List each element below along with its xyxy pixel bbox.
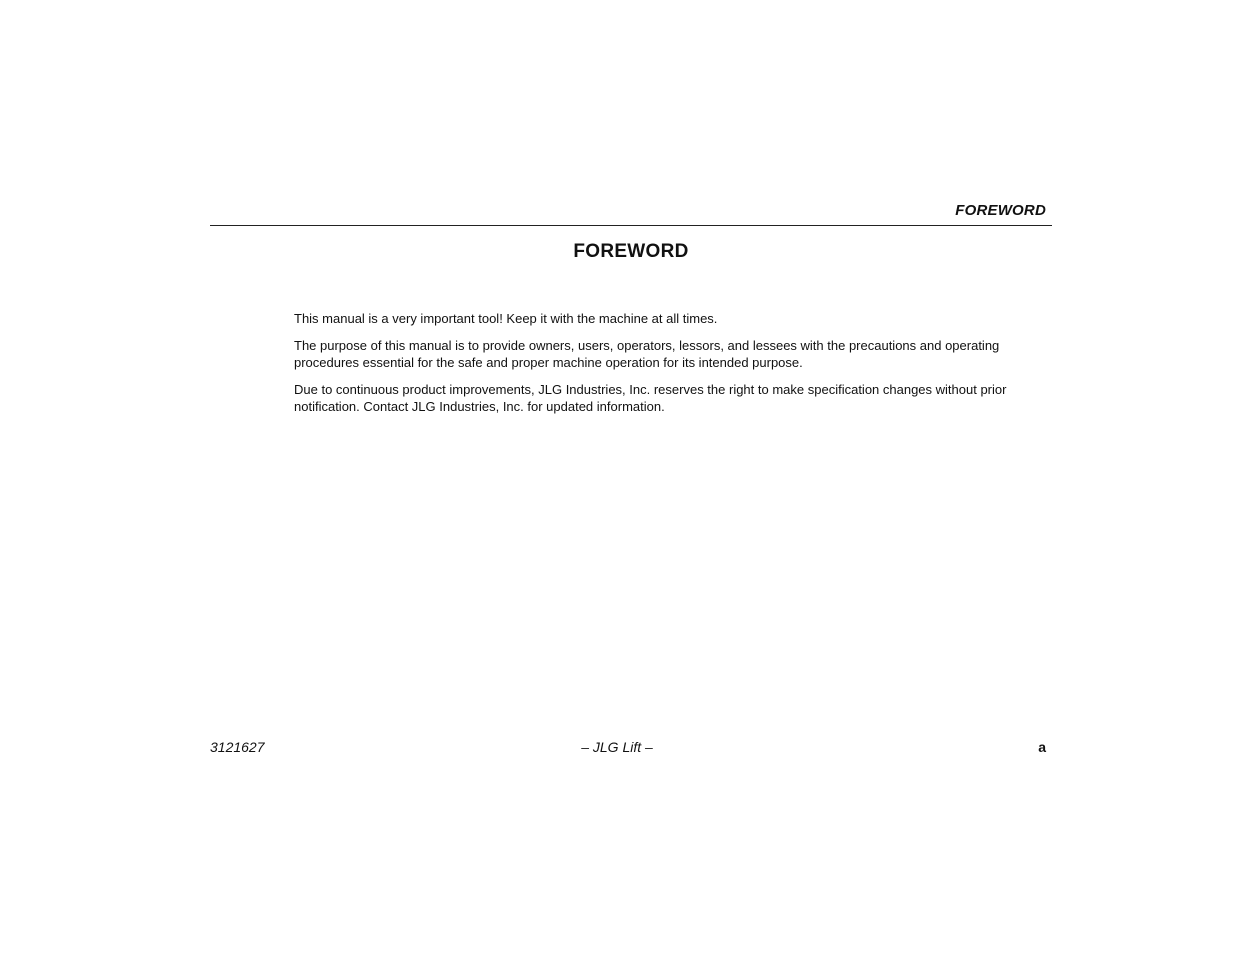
body-text xyxy=(294,310,1014,425)
paragraph-improvements: Due to continuous product improvements, JLG Industries, Inc. reserves the right to make specification changes without prior notification. Contact JLG Industries, Inc. for updated information. xyxy=(294,381,1007,414)
page-title: FOREWORD xyxy=(573,241,689,262)
footer-page-label: a xyxy=(1038,739,1046,755)
paragraph-purpose: The purpose of this manual is to provide owners, users, operators, lessors, and lessees with the precautions and operating procedures essential for the safe and proper machine operation for its intended purpose. xyxy=(294,337,1000,370)
footer-doc-number: 3121627 xyxy=(210,739,265,755)
header-divider xyxy=(210,225,1052,226)
running-header-title: FOREWORD xyxy=(955,202,1046,219)
footer-center-text: – JLG Lift – xyxy=(581,739,653,755)
paragraph-important-tool: This manual is a very important tool! Keep it with the machine at all times. xyxy=(294,311,718,326)
